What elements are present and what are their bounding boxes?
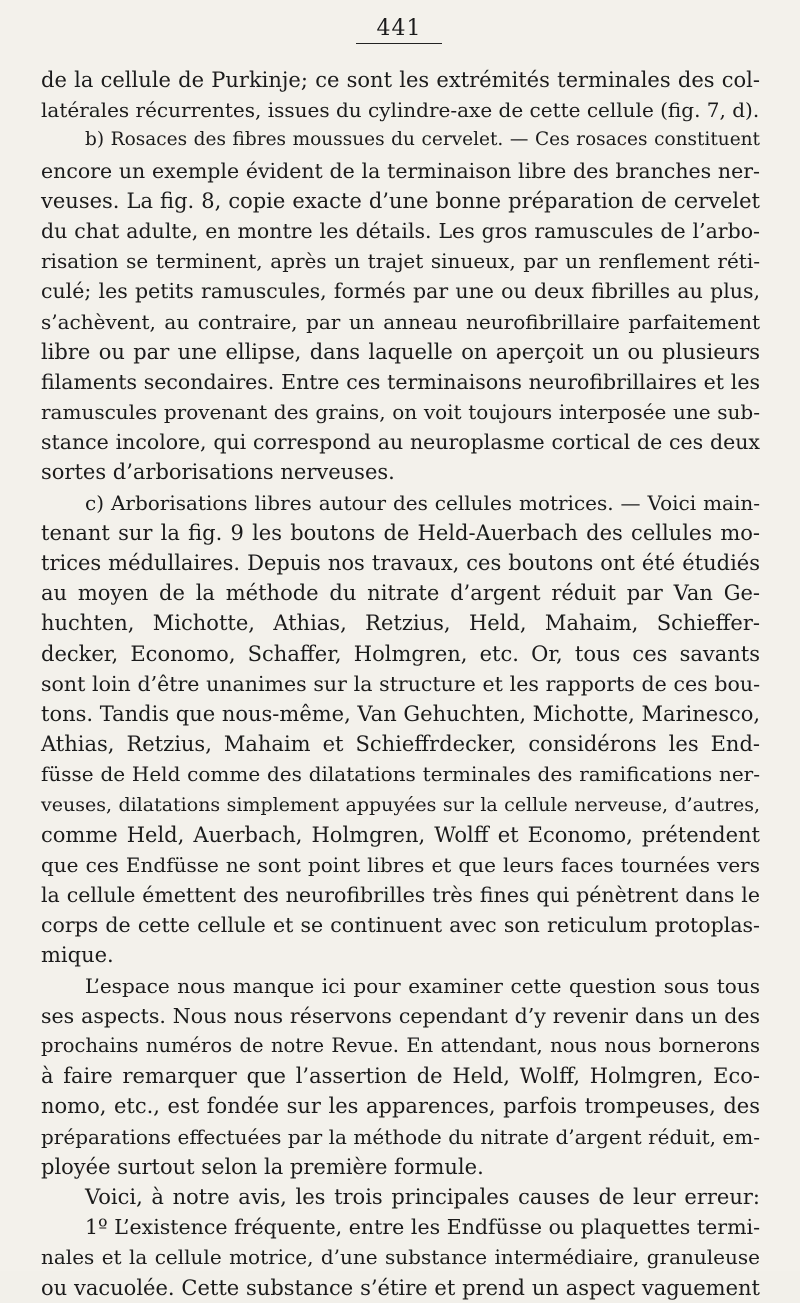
text-line: veuses. La fig. 8, copie exacte d’une bonne préparation de cervelet: [41, 188, 760, 213]
text-line: tenant sur la fig. 9 les boutons de Held-Auerbach des cellules mo-: [41, 520, 760, 545]
page-number: 441: [376, 16, 422, 41]
text-line: trices médullaires. Depuis nos travaux, ces boutons ont été étudiés: [41, 551, 760, 575]
text-line: stance incolore, qui correspond au neuroplasme cortical de ces deux: [41, 430, 760, 455]
text-line: nomo, etc., est fondée sur les apparences, parfois trompeuses, des: [41, 1094, 760, 1119]
text-line: veuses, dilatations simplement appuyées sur la cellule nerveuse, d’autres,: [41, 793, 760, 816]
text-line: decker, Economo, Schaffer, Holmgren, etc. Or, tous ces savants: [41, 641, 760, 666]
text-line: L’espace nous manque ici pour examiner cette question sous tous: [85, 973, 760, 998]
text-line: 1º L’existence fréquente, entre les Endfüsse ou plaquettes termi-: [85, 1215, 760, 1240]
text-line: latérales récurrentes, issues du cylindre-axe de cette cellule (fig. 7, d).: [41, 98, 760, 123]
body-text: [41, 65, 760, 1303]
text-line: à faire remarquer que l’assertion de Held, Wolff, Holmgren, Eco-: [41, 1064, 760, 1089]
text-line: c) Arborisations libres autour des cellules motrices. — Voici main-: [85, 490, 760, 515]
text-line: corps de cette cellule et se continuent avec son reticulum protoplas-: [41, 913, 760, 938]
page-number-rule: [356, 43, 442, 44]
text-line: ramuscules provenant des grains, on voit toujours interposée une sub-: [41, 400, 760, 425]
text-line: libre ou par une ellipse, dans laquelle on aperçoit un ou plusieurs: [41, 339, 760, 364]
text-line: comme Held, Auerbach, Holmgren, Wolff et Economo, prétendent: [41, 822, 760, 847]
text-line: sortes d’arborisations nerveuses.: [41, 460, 395, 485]
text-line: füsse de Held comme des dilatations terminales des ramifications ner-: [41, 762, 760, 787]
text-line: ou vacuolée. Cette substance s’étire et prend un aspect vaguement: [41, 1275, 760, 1300]
text-line: Athias, Retzius, Mahaim et Schieffrdecker, considérons les End-: [41, 732, 760, 757]
text-line: ployée surtout selon la première formule.: [41, 1154, 484, 1179]
text-line: risation se terminent, après un trajet sinueux, par un renflement réti-: [41, 249, 760, 274]
text-line: s’achèvent, au contraire, par un anneau neurofibrillaire parfaitement: [41, 309, 760, 334]
text-line: au moyen de la méthode du nitrate d’argent réduit par Van Ge-: [41, 581, 760, 606]
text-line: mique.: [41, 943, 114, 968]
text-line: préparations effectuées par la méthode du nitrate d’argent réduit, em-: [41, 1124, 760, 1149]
text-line: prochains numéros de notre Revue. En attendant, nous nous bornerons: [41, 1034, 760, 1057]
text-line: que ces Endfüsse ne sont point libres et que leurs faces tournées vers: [41, 852, 760, 877]
text-line: nales et la cellule motrice, d’une substance intermédiaire, granuleuse: [41, 1245, 760, 1270]
text-line: b) Rosaces des fibres moussues du cervelet. — Ces rosaces constituent: [85, 129, 760, 151]
text-line: encore un exemple évident de la terminaison libre des branches ner-: [41, 158, 760, 183]
text-line: de la cellule de Purkinje; ce sont les extrémités terminales des col-: [41, 68, 760, 92]
text-line: huchten, Michotte, Athias, Retzius, Held, Mahaim, Schieffer-: [41, 611, 760, 636]
text-line: ses aspects. Nous nous réservons cependant d’y revenir dans un des: [41, 1003, 760, 1028]
text-line: la cellule émettent des neurofibrilles très fines qui pénètrent dans le: [41, 883, 760, 908]
text-line: tons. Tandis que nous-même, Van Gehuchten, Michotte, Marinesco,: [41, 701, 761, 726]
text-line: culé; les petits ramuscules, formés par une ou deux fibrilles au plus,: [41, 279, 760, 304]
text-line: du chat adulte, en montre les détails. Les gros ramuscules de l’arbo-: [41, 218, 760, 243]
text-line: filaments secondaires. Entre ces terminaisons neurofibrillaires et les: [41, 369, 760, 394]
text-line: sont loin d’être unanimes sur la structure et les rapports de ces bou-: [41, 671, 760, 696]
text-line: Voici, à notre avis, les trois principales causes de leur erreur:: [85, 1184, 760, 1209]
